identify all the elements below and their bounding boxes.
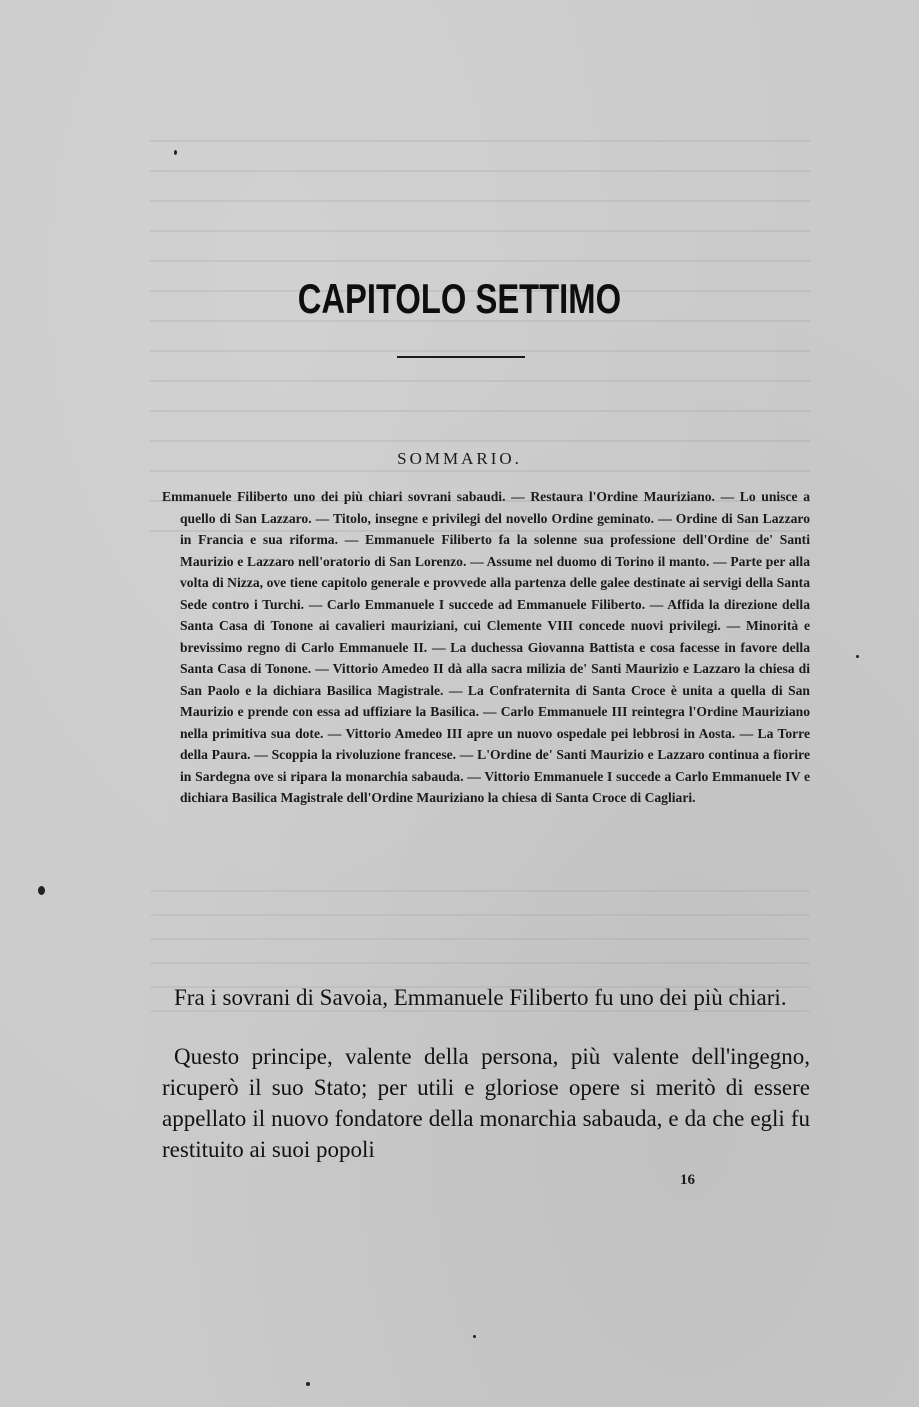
ink-speck xyxy=(306,1382,310,1386)
body-paragraph-2: Questo principe, valente della persona, più valente dell'ingegno, ricuperò il suo Stato; per utili e gloriose opere si meritò di essere appellato il nuovo fondatore della monarchia sabauda, e da che egli fu restituito ai suoi popoli xyxy=(162,1044,810,1162)
summary-heading: SOMMARIO. xyxy=(397,449,522,468)
ink-speck xyxy=(38,886,45,895)
ink-speck xyxy=(473,1335,476,1338)
page-number: 16 xyxy=(680,1172,695,1188)
body-paragraph-1: Fra i sovrani di Savoia, Emmanuele Filiberto fu uno dei più chiari. xyxy=(174,985,787,1010)
chapter-title: CAPITOLO SETTIMO xyxy=(297,275,622,322)
ink-speck xyxy=(856,655,859,658)
ink-speck xyxy=(174,150,177,155)
summary-text: Emmanuele Filiberto uno dei più chiari sovrani sabaudi. — Restaura l'Ordine Mauriziano. — Lo unisce a quello di San Lazzaro. — Titolo, insegne e privilegi del novello Ordine geminato. — Ordine di San Lazzaro in Francia e sua riforma. — Emmanuele Filiberto fa la solenne sua professione dell'Ordine de' Santi Maurizio e Lazzaro nell'oratorio di San Lorenzo. — Assume nel duomo di Torino il manto. — Parte per alla volta di Nizza, ove tiene capitolo generale e provvede alla partenza delle galee destinate ai servigi della Santa Sede contro i Turchi. — Carlo Emmanuele I succede ad Emmanuele Filiberto. — Affida la direzione della Santa Casa di Tonone ai cavalieri mauriziani, cui Clemente VIII concede nuovi privilegi. — Minorità e brevissimo regno di Carlo Emmanuele II. — La duchessa Giovanna Battista e cosa facesse in favore della Santa Casa di Tonone. — Vittorio Amedeo II dà alla sacra milizia de' Santi Maurizio e Lazzaro la chiesa di San Paolo e la dichiara Basilica Magistrale. — La Confraternita di Santa Croce è unita a quella di San Maurizio e prende con essa ad uffiziare la Basilica. — Carlo Emmanuele III reintegra l'Ordine Mauriziano nella primitiva sua dote. — Vittorio Amedeo III apre un nuovo ospedale pei lebbrosi in Aosta. — La Torre della Paura. — Scoppia la rivoluzione francese. — L'Ordine de' Santi Maurizio e Lazzaro continua a fiorire in Sardegna ove si ripara la monarchia sabauda. — Vittorio Emmanuele I succede a Carlo Emmanuele IV e dichiara Basilica Magistrale dell'Ordine Mauriziano la chiesa di Santa Croce di Cagliari. xyxy=(162,489,810,805)
title-divider xyxy=(397,356,525,358)
